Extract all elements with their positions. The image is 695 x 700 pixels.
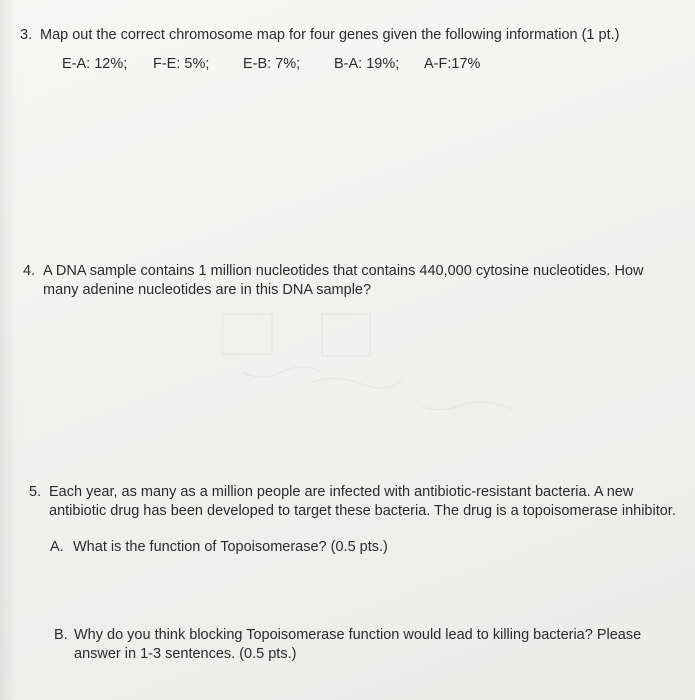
question-3-text: Map out the correct chromosome map for four genes given the following information (1 pt.) — [40, 27, 620, 43]
ratio-e-b: E-B: 7%; — [243, 56, 301, 72]
ratio-b-a: B-A: 19%; — [334, 56, 400, 72]
question-5a-label: A. — [50, 539, 64, 555]
question-5b-line-2: answer in 1-3 sentences. (0.5 pts.) — [74, 646, 297, 662]
question-5b — [0, 626, 695, 666]
question-5b-line-1: Why do you think blocking Topoisomerase function would lead to killing bacteria? Please — [74, 627, 642, 643]
ratio-e-a: E-A: 12%; — [62, 56, 128, 72]
question-5 — [0, 483, 695, 523]
bleed-through-graphic — [222, 312, 562, 432]
question-5-number: 5. — [29, 484, 42, 500]
question-4-line-2: many adenine nucleotides are in this DNA sample? — [43, 282, 372, 298]
question-3-number: 3. — [20, 27, 33, 43]
ratio-f-e: F-E: 5%; — [153, 56, 210, 72]
question-5a-text: What is the function of Topoisomerase? (0.5 pts.) — [73, 539, 388, 555]
question-5a — [0, 538, 695, 558]
question-3 — [0, 26, 695, 46]
bleed-through-marks — [222, 312, 562, 432]
question-4-line-1: A DNA sample contains 1 million nucleotides that contains 440,000 cytosine nucleotides. How — [43, 263, 644, 279]
question-4-number: 4. — [23, 263, 36, 279]
question-5-line-1: Each year, as many as a million people are infected with antibiotic-resistant bacteria. A new — [49, 484, 634, 500]
question-4 — [0, 262, 695, 302]
question-5-line-2: antibiotic drug has been developed to target these bacteria. The drug is a topoisomerase inhibitor. — [49, 503, 676, 519]
ratio-a-f: A-F:17% — [424, 56, 481, 72]
question-5b-label: B. — [54, 627, 68, 643]
page-edge-shadow — [0, 0, 18, 700]
